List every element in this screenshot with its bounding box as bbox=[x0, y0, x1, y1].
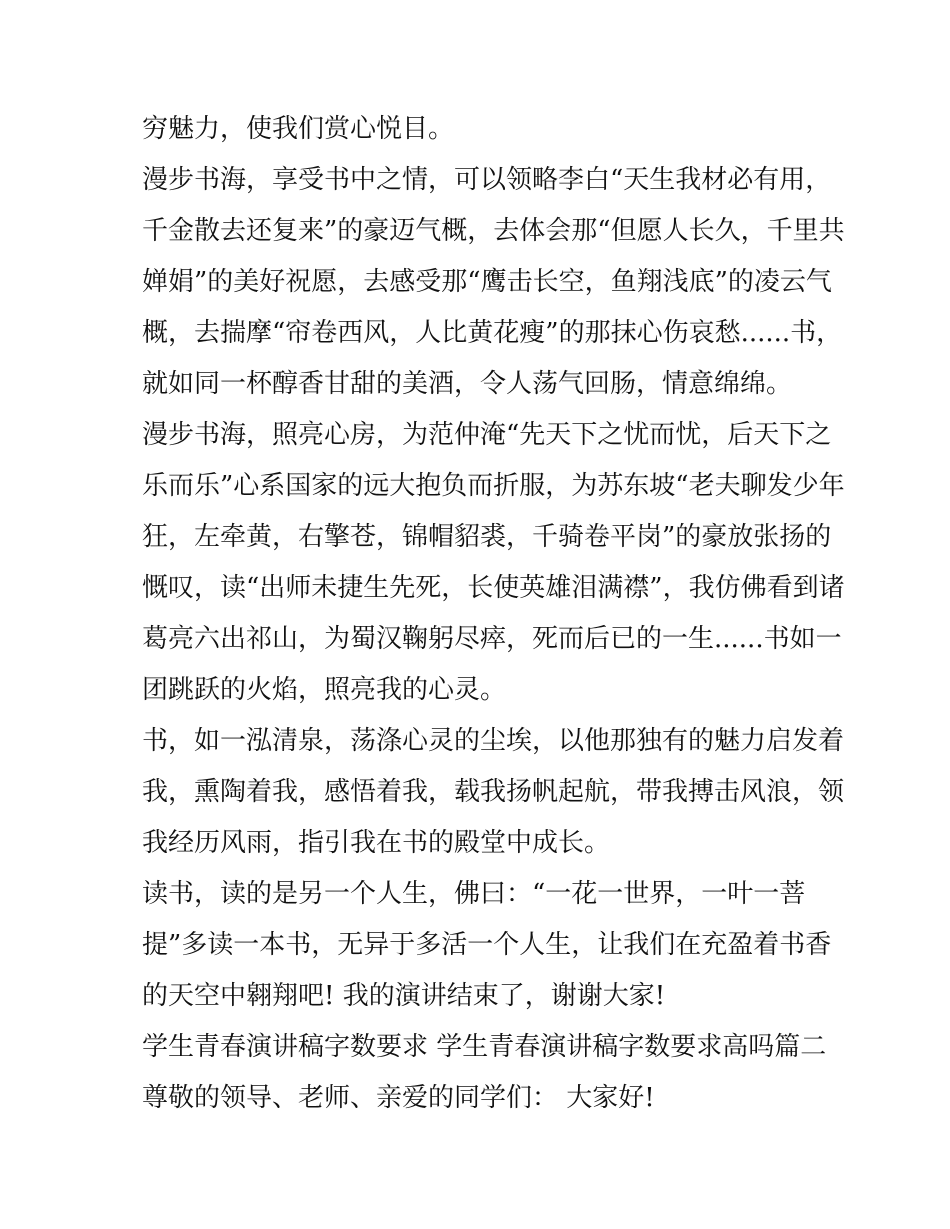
text-line: 书，如一泓清泉，荡涤心灵的尘埃，以他那独有的魅力启发着 bbox=[142, 726, 845, 756]
text-line: 漫步书海，照亮心房，为范仲淹“先天下之忧而忧，后天下之 bbox=[142, 420, 832, 450]
text-line: 狂，左牵黄，右擎苍，锦帽貂裘，千骑卷平岗”的豪放张扬的 bbox=[142, 522, 832, 552]
body-text bbox=[142, 104, 845, 1124]
text-line: 我，熏陶着我，感悟着我，载我扬帆起航，带我搏击风浪，领 bbox=[142, 777, 845, 807]
text-line: 提”多读一本书，无异于多活一个人生，让我们在充盈着书香 bbox=[142, 930, 832, 960]
text-line: 千金散去还复来”的豪迈气概，去体会那“但愿人长久，千里共 bbox=[142, 216, 845, 246]
text-line: 概，去揣摩“帘卷西风，人比黄花瘦”的那抹心伤哀愁......书， bbox=[142, 318, 843, 348]
text-line: 的天空中翱翔吧! 我的演讲结束了，谢谢大家! bbox=[142, 981, 666, 1011]
text-line: 乐而乐”心系国家的远大抱负而折服，为苏东坡“老夫聊发少年 bbox=[142, 471, 845, 501]
text-line: 漫步书海，享受书中之情，可以领略李白“天生我材必有用， bbox=[142, 165, 832, 195]
text-line: 穷魅力，使我们赏心悦目。 bbox=[142, 114, 455, 144]
text-line: 我经历风雨，指引我在书的殿堂中成长。 bbox=[142, 828, 611, 858]
text-line: 葛亮六出祁山，为蜀汉鞠躬尽瘁，死而后已的一生......书如一 bbox=[142, 624, 842, 654]
text-line: 读书，读的是另一个人生，佛曰：“一花一世界，一叶一菩 bbox=[142, 879, 806, 909]
section-heading: 学生青春演讲稿字数要求 学生青春演讲稿字数要求高吗篇二 bbox=[142, 1032, 827, 1062]
greeting-line: 尊敬的领导、老师、亲爱的同学们： 大家好! bbox=[142, 1083, 655, 1113]
text-line: 就如同一杯醇香甘甜的美酒，令人荡气回肠，情意绵绵。 bbox=[142, 369, 793, 399]
text-line: 慨叹，读“出师未捷生先死，长使英雄泪满襟”，我仿佛看到诸 bbox=[142, 573, 845, 603]
text-line: 婵娟”的美好祝愿，去感受那“鹰击长空，鱼翔浅底”的凌云气 bbox=[142, 267, 832, 297]
text-line: 团跳跃的火焰，照亮我的心灵。 bbox=[142, 675, 507, 705]
